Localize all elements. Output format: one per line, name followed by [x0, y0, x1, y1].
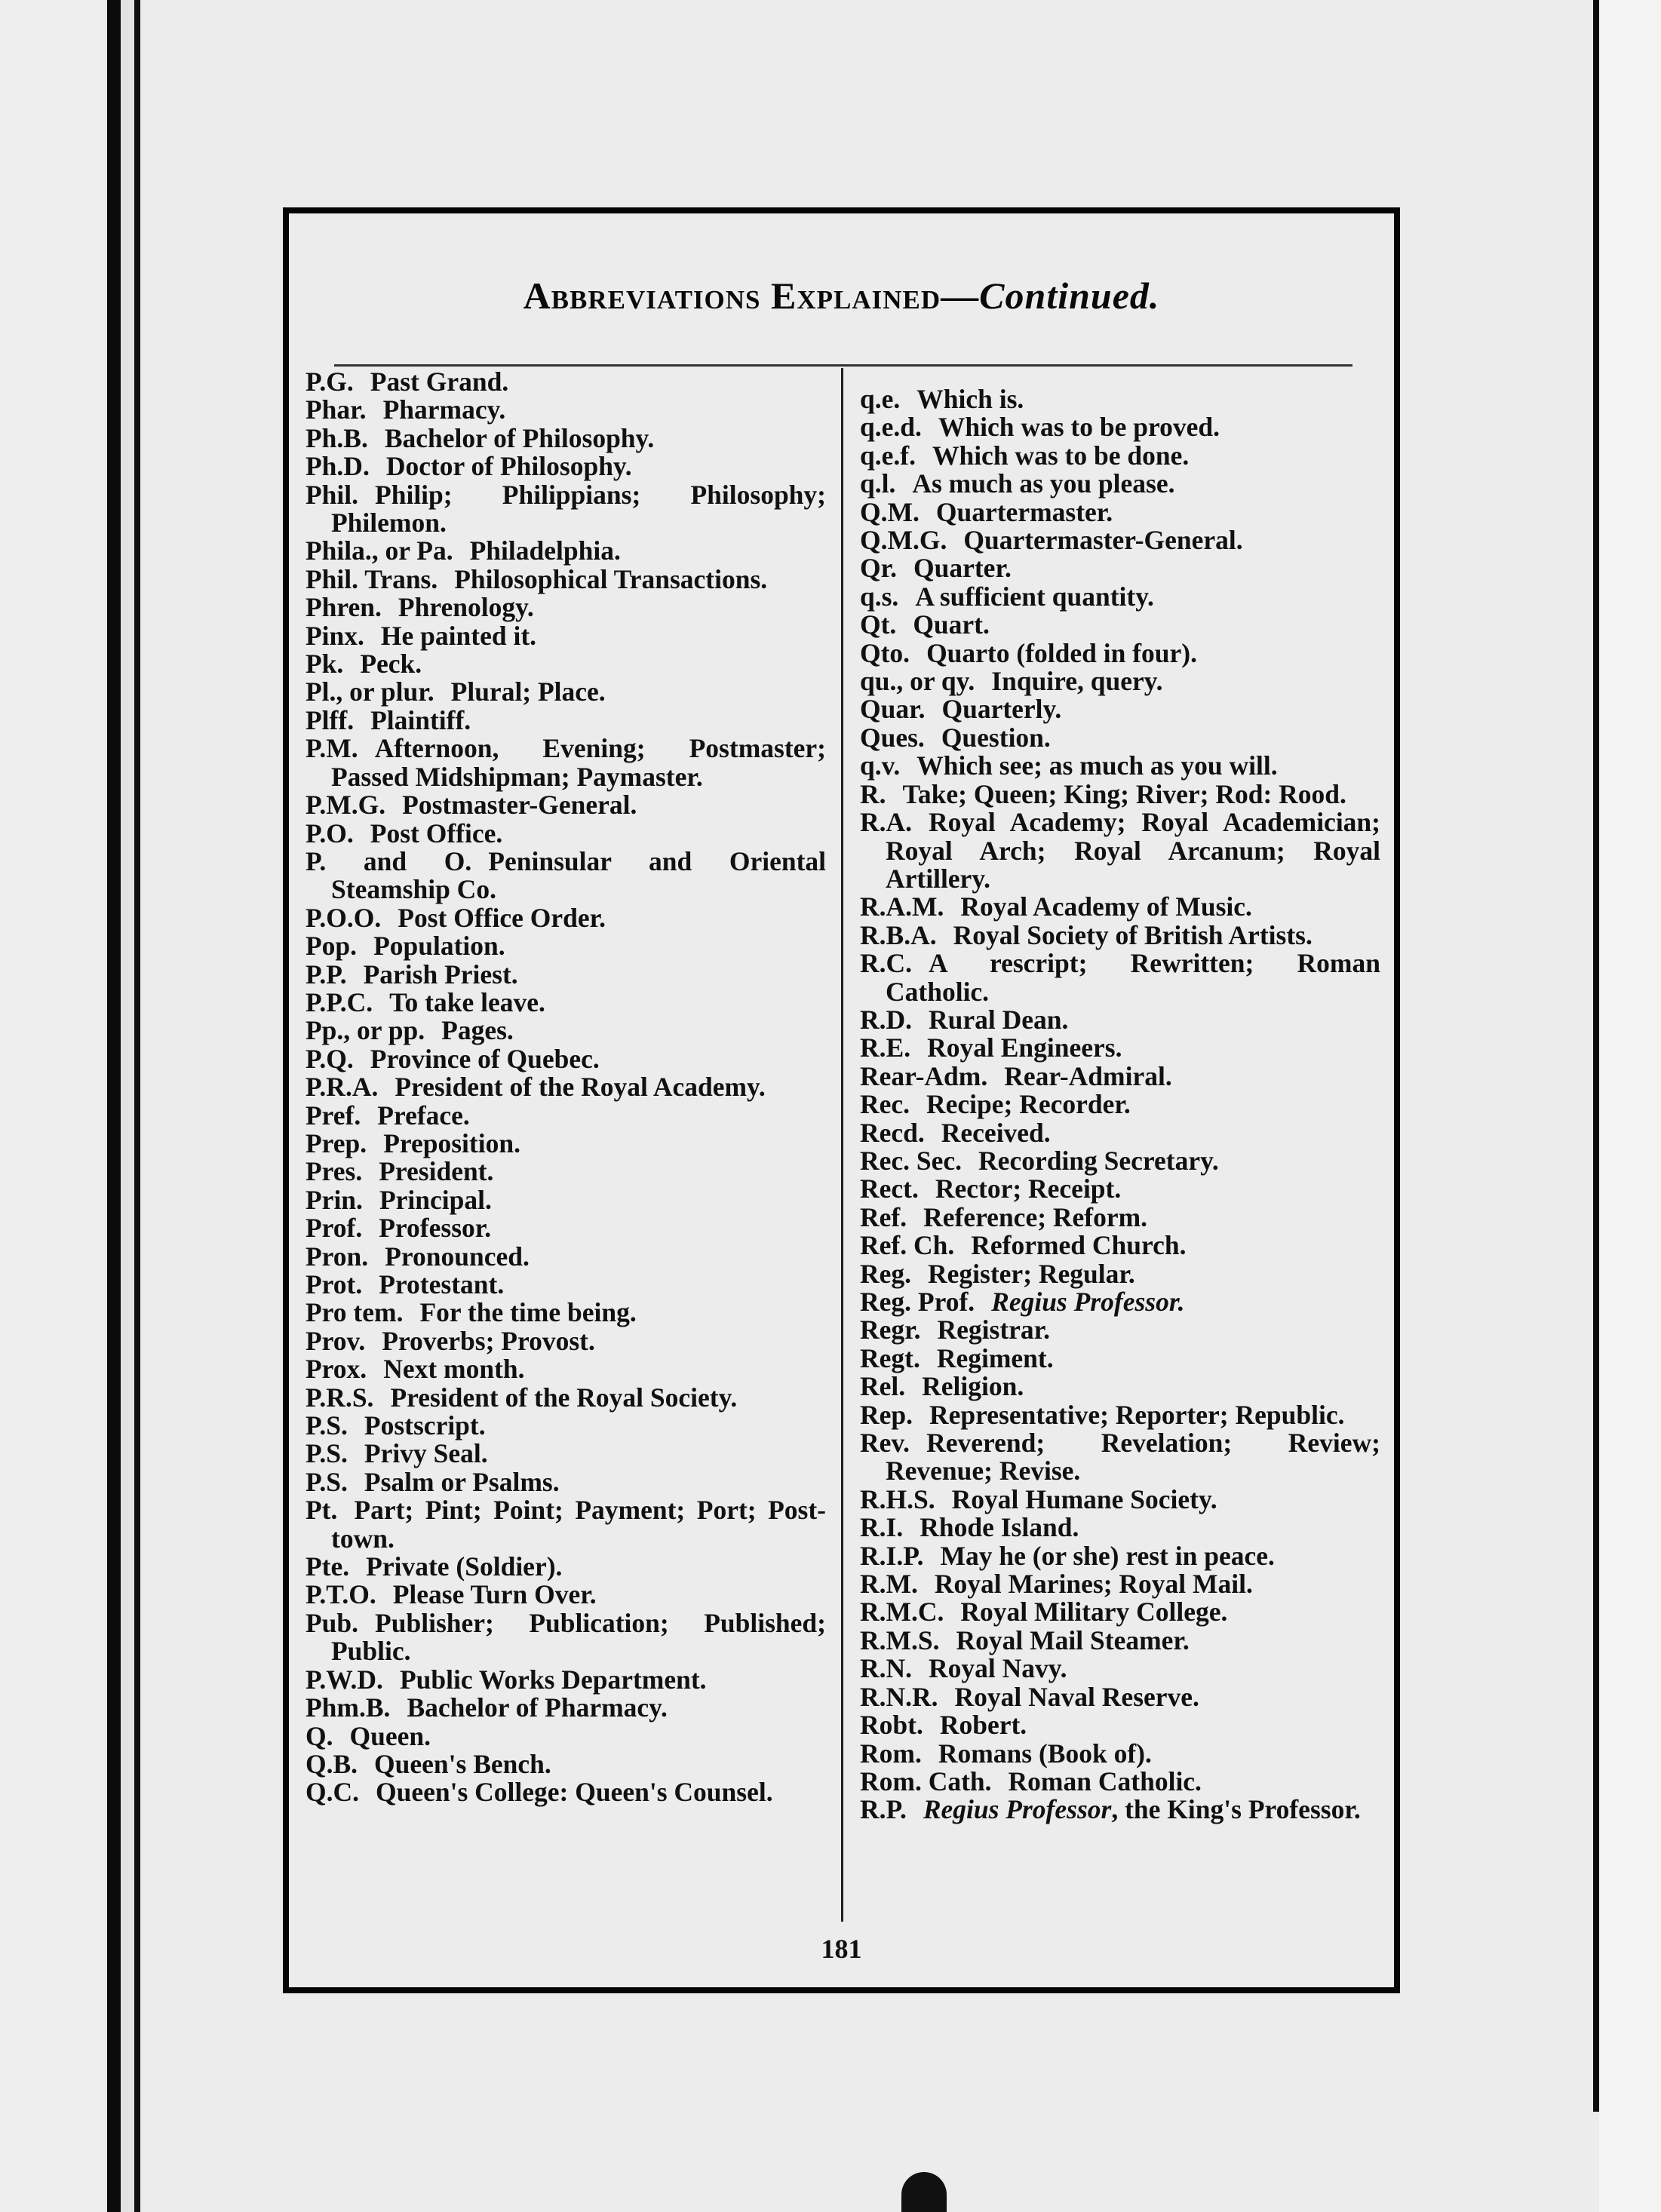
definition: Representative; Reporter; Republic. [929, 1399, 1345, 1430]
abbreviation: Pron. [305, 1241, 369, 1272]
abbreviation-entry [860, 554, 1380, 582]
abbreviation: Ph.B. [305, 422, 368, 453]
definition: Rhode Island. [920, 1512, 1079, 1543]
abbreviation-entry [305, 932, 826, 960]
definition: Which see; as much as you will. [916, 750, 1278, 781]
definition: Quarter. [913, 553, 1012, 584]
definition: Register; Regular. [928, 1258, 1135, 1289]
definition: Bachelor of Philosophy. [384, 422, 655, 453]
abbreviation-entry [860, 1060, 1380, 1091]
definition: Recording Secretary. [978, 1145, 1219, 1176]
abbreviation-entry [860, 1796, 1380, 1824]
definition: Rector; Receipt. [935, 1173, 1122, 1204]
definition: Quartermaster-General. [963, 525, 1243, 556]
abbreviation: Phil. [305, 479, 359, 510]
abbreviation-entry [305, 1017, 826, 1045]
right-column [860, 385, 1380, 1824]
abbreviation: P.S. [305, 1438, 348, 1469]
abbreviation-entry [305, 1299, 826, 1327]
abbreviation: R.N. [860, 1653, 913, 1684]
definition: Pronounced. [385, 1241, 530, 1272]
abbreviation-entry [860, 1711, 1380, 1739]
abbreviation: R.E. [860, 1032, 911, 1063]
definition: Take; Queen; King; River; Rod: Rood. [902, 778, 1346, 809]
definition: Post Office Order. [398, 902, 606, 933]
abbreviation: Plff. [305, 704, 355, 735]
abbreviation-entry [305, 1496, 826, 1553]
definition: Preposition. [383, 1127, 520, 1158]
abbreviation: Prox. [305, 1354, 367, 1385]
definition: A rescript; Rewritten; Roman Catholic. [886, 948, 1380, 1007]
abbreviation: P.O.O. [305, 902, 382, 933]
abbreviation-entry [860, 1232, 1380, 1259]
definition: Royal Naval Reserve. [954, 1681, 1199, 1712]
abbreviation: P.Q. [305, 1043, 354, 1074]
abbreviation: Pl., or plur. [305, 676, 434, 707]
definition: Past Grand. [370, 367, 509, 397]
abbreviation-entry [860, 752, 1380, 780]
abbreviation: Pt. [305, 1495, 338, 1526]
abbreviation-entry [860, 442, 1380, 470]
definition: Royal Academy; Royal Academician; Royal Arch; Royal Arcanum; Royal Artillery. [886, 807, 1380, 894]
definition: Professor. [379, 1213, 492, 1244]
abbreviation: Prov. [305, 1325, 366, 1356]
abbreviation: Rom. [860, 1738, 922, 1769]
abbreviation: P.W.D. [305, 1664, 383, 1695]
abbreviation: Robt. [860, 1710, 923, 1741]
definition: Royal Navy. [929, 1653, 1067, 1684]
abbreviation-entry [860, 778, 1380, 809]
abbreviation-entry [305, 396, 826, 424]
abbreviation-entry [305, 481, 826, 538]
definition: Royal Society of British Artists. [953, 919, 1313, 950]
abbreviation-entry [305, 1355, 826, 1383]
abbreviation-entry [860, 1598, 1380, 1626]
definition: Philadelphia. [469, 535, 621, 566]
definition: Royal Academy of Music. [960, 891, 1252, 922]
definition: A sufficient quantity. [915, 581, 1154, 612]
abbreviation-entry [305, 1384, 826, 1412]
definition: Rear-Admiral. [1004, 1060, 1172, 1091]
abbreviation-entry [305, 986, 826, 1017]
abbreviation-entry [860, 1740, 1380, 1768]
abbreviation: Pp., or pp. [305, 1015, 425, 1046]
abbreviation-entry [860, 893, 1380, 921]
abbreviation: Pop. [305, 931, 358, 962]
left-column [305, 368, 826, 1807]
abbreviation: Ques. [860, 722, 925, 753]
abbreviation-entry [860, 1147, 1380, 1175]
abbreviation-entry [860, 1091, 1380, 1118]
abbreviation: Phren. [305, 592, 382, 623]
abbreviation: R.C. [860, 948, 913, 979]
definition: Pharmacy. [382, 394, 506, 425]
abbreviation: Q. [305, 1720, 333, 1751]
abbreviation-entry [305, 1186, 826, 1214]
definition: Reformed Church. [971, 1230, 1187, 1261]
definition: Reference; Reform. [923, 1201, 1148, 1232]
ink-blot [901, 2172, 947, 2212]
definition: Postscript. [364, 1410, 486, 1441]
binding-inner-bar [134, 0, 140, 2212]
abbreviation: R.H.S. [860, 1483, 935, 1514]
abbreviation-entry [860, 1514, 1380, 1542]
abbreviation-entry [305, 845, 827, 905]
abbreviation-entry [305, 678, 826, 706]
abbreviation-entry [860, 1655, 1380, 1683]
definition: Royal Humane Society. [951, 1483, 1217, 1514]
definition: Peninsular and Oriental Steamship Co. [331, 845, 827, 905]
abbreviation-entry [860, 1342, 1380, 1373]
abbreviation-entry [305, 1468, 826, 1496]
abbreviation: Recd. [860, 1117, 925, 1148]
abbreviation: R.I.P. [860, 1540, 924, 1571]
definition: Quarterly. [941, 694, 1062, 725]
abbreviation: Qto. [860, 637, 910, 668]
definition: Rural Dean. [929, 1004, 1069, 1035]
definition: Phrenology. [398, 592, 534, 623]
abbreviation-entry [860, 413, 1380, 441]
definition: Parish Priest. [363, 959, 518, 989]
definition: Psalm or Psalms. [364, 1466, 560, 1497]
definition: Recipe; Recorder. [926, 1089, 1131, 1120]
abbreviation-entry [860, 695, 1380, 723]
abbreviation: R.M.C. [860, 1597, 944, 1628]
definition: Peck. [360, 649, 422, 680]
abbreviation: R.D. [860, 1004, 913, 1035]
abbreviation-entry [860, 526, 1380, 554]
definition: Royal Mail Steamer. [956, 1624, 1190, 1655]
abbreviation-entry [305, 704, 826, 735]
abbreviation: P.P. [305, 959, 347, 989]
binding-left-margin [0, 0, 106, 2212]
abbreviation-entry [860, 637, 1380, 668]
abbreviation: Reg. [860, 1258, 912, 1289]
abbreviation: Prot. [305, 1269, 363, 1299]
abbreviation: Prep. [305, 1127, 367, 1158]
abbreviation-entry [860, 1316, 1380, 1344]
definition: Which is. [916, 384, 1024, 414]
abbreviation: Q.B. [305, 1748, 358, 1779]
abbreviation-entry [305, 368, 826, 396]
abbreviation-entry [860, 1624, 1380, 1655]
abbreviation-entry [305, 622, 826, 650]
abbreviation: q.v. [860, 750, 901, 781]
definition: Quartermaster. [935, 496, 1113, 527]
abbreviation: Rec. Sec. [860, 1145, 963, 1176]
abbreviation: Qr. [860, 553, 897, 584]
abbreviation: P.R.S. [305, 1382, 374, 1413]
abbreviation-entry [305, 1127, 826, 1158]
definition: Part; Pint; Point; Payment; Port; Post-town. [331, 1495, 826, 1554]
abbreviation-entry [305, 1666, 826, 1694]
abbreviation-entry [305, 422, 826, 453]
abbreviation-entry [305, 904, 826, 932]
abbreviation: q.e.d. [860, 412, 922, 443]
abbreviation: Pref. [305, 1100, 361, 1131]
abbreviation-entry [860, 808, 1380, 893]
definition: Privy Seal. [364, 1438, 488, 1469]
column-divider [841, 368, 843, 1922]
definition: Province of Quebec. [370, 1043, 600, 1074]
abbreviation-entry [860, 1175, 1380, 1203]
definition: Private (Soldier). [366, 1551, 563, 1582]
definition: Roman Catholic. [1008, 1766, 1202, 1796]
abbreviation-entry [860, 1542, 1380, 1570]
definition: Next month. [383, 1354, 525, 1385]
abbreviation: Pub. [305, 1607, 359, 1638]
definition: Robert. [939, 1710, 1027, 1741]
definition: Plural; Place. [450, 676, 606, 707]
abbreviation: Prin. [305, 1184, 363, 1215]
abbreviation: R.P. [860, 1794, 907, 1825]
abbreviation: Phm.B. [305, 1692, 391, 1723]
abbreviation: Rear-Adm. [860, 1060, 988, 1091]
abbreviation: Rel. [860, 1371, 906, 1402]
definition: President of the Royal Society. [390, 1382, 738, 1413]
definition: Religion. [922, 1371, 1024, 1402]
abbreviation-entry [860, 1260, 1380, 1288]
definition: Philip; Philippians; Philosophy; Philemon. [331, 479, 826, 538]
title-main: Abbreviations Explained— [523, 275, 980, 317]
definition: Queen's College: Queen's Counsel. [376, 1777, 773, 1808]
abbreviation: Regt. [860, 1342, 920, 1373]
abbreviation: qu., or qy. [860, 666, 975, 697]
abbreviation-entry [305, 1750, 826, 1778]
abbreviation-entry [305, 1694, 826, 1722]
abbreviation: Qt. [860, 609, 897, 640]
definition: President of the Royal Academy. [395, 1072, 766, 1103]
abbreviation: Ref. [860, 1201, 907, 1232]
definition: Bachelor of Pharmacy. [407, 1692, 668, 1723]
abbreviation: Phil. Trans. [305, 563, 438, 594]
abbreviation: Quar. [860, 694, 926, 725]
abbreviation: Rom. Cath. [860, 1766, 992, 1796]
definition-italic: Regius Professor [923, 1794, 1112, 1825]
abbreviation: Phar. [305, 394, 367, 425]
abbreviation: q.e. [860, 384, 901, 414]
definition: Proverbs; Provost. [382, 1325, 595, 1356]
definition: Afternoon, Evening; Postmaster; Passed Midshipman; Paymaster. [331, 733, 826, 792]
abbreviation: Regr. [860, 1315, 921, 1345]
abbreviation-entry [860, 470, 1380, 498]
abbreviation: P.M.G. [305, 790, 386, 821]
abbreviation: P. and O. [305, 845, 472, 876]
abbreviation: P.G. [305, 367, 354, 397]
page-right-margin [1599, 0, 1661, 2212]
definition: Principal. [379, 1184, 492, 1215]
abbreviation-entry [860, 1201, 1380, 1232]
title-continued: Continued. [979, 275, 1160, 317]
abbreviation: Ph.D. [305, 451, 370, 482]
abbreviation: Pinx. [305, 620, 364, 651]
definition: Registrar. [937, 1315, 1051, 1345]
abbreviation: Reg. Prof. [860, 1287, 975, 1317]
abbreviation-entry [305, 1243, 826, 1271]
abbreviation-entry [860, 1683, 1380, 1711]
abbreviation-entry [860, 385, 1380, 413]
abbreviation-entry [305, 735, 826, 791]
abbreviation-entry [305, 1412, 826, 1440]
abbreviation: Rect. [860, 1173, 919, 1204]
definition-rest: , the King's Professor. [1111, 1794, 1361, 1825]
definition: For the time being. [419, 1297, 637, 1328]
definition: Question. [941, 722, 1051, 753]
abbreviation: Pro tem. [305, 1297, 404, 1328]
abbreviation-entry [305, 1720, 826, 1751]
definition: Received. [941, 1117, 1051, 1148]
definition: Publisher; Publication; Published; Public. [331, 1607, 826, 1667]
definition: Preface. [377, 1100, 470, 1131]
definition: Which was to be proved. [938, 412, 1220, 443]
abbreviation-entry [305, 1327, 826, 1355]
abbreviation-entry [305, 1581, 826, 1609]
abbreviation-entry [860, 1429, 1380, 1486]
abbreviation: P.M. [305, 733, 358, 764]
abbreviation-entry [305, 820, 826, 848]
definition: Plaintiff. [370, 704, 471, 735]
abbreviation-entry [860, 1288, 1380, 1316]
abbreviation: R.I. [860, 1512, 904, 1543]
abbreviation: Phila., or Pa. [305, 535, 453, 566]
definition: Postmaster-General. [402, 790, 637, 821]
abbreviation: P.O. [305, 818, 354, 848]
abbreviation-entry [860, 950, 1380, 1006]
abbreviation: P.P.C. [305, 986, 373, 1017]
definition: Philosophical Transactions. [454, 563, 768, 594]
abbreviation: R.M. [860, 1569, 918, 1600]
abbreviation: Pk. [305, 649, 344, 680]
abbreviation: R. [860, 778, 886, 809]
abbreviation: Rev. [860, 1428, 910, 1459]
page-frame [283, 207, 1400, 1993]
definition: Inquire, query. [991, 666, 1163, 697]
abbreviation-entry [305, 1440, 826, 1468]
definition: Royal Marines; Royal Mail. [934, 1569, 1253, 1600]
abbreviation-entry [860, 496, 1380, 527]
abbreviation-entry [305, 1271, 826, 1299]
abbreviation-entry [305, 650, 826, 678]
definition: Regiment. [936, 1342, 1054, 1373]
definition: Queen's Bench. [374, 1748, 551, 1779]
definition: Which was to be done. [932, 440, 1190, 471]
abbreviation-entry [860, 1768, 1380, 1796]
definition: Public Works Department. [399, 1664, 707, 1695]
abbreviation-entry [860, 583, 1380, 611]
abbreviation-entry [860, 919, 1380, 950]
definition: He painted it. [380, 620, 537, 651]
definition: To take leave. [389, 986, 545, 1017]
definition: Queen. [349, 1720, 431, 1751]
definition: Royal Military College. [960, 1597, 1228, 1628]
definition: Quarto (folded in four). [926, 637, 1197, 668]
abbreviation: R.A. [860, 807, 913, 838]
abbreviation-entry [860, 611, 1380, 639]
abbreviation: R.A.M. [860, 891, 944, 922]
definition: Post Office. [370, 818, 503, 848]
abbreviation-entry [860, 1401, 1380, 1429]
abbreviation: R.B.A. [860, 919, 937, 950]
abbreviation-entry [305, 1158, 826, 1186]
page-title [289, 274, 1394, 318]
binding-shadow-bar [107, 0, 121, 2212]
abbreviation-entry [305, 1553, 826, 1581]
abbreviation-entry [860, 1119, 1380, 1147]
definition: President. [379, 1156, 494, 1187]
definition: Reverend; Revelation; Review; Revenue; Revise. [886, 1428, 1380, 1486]
definition: As much as you please. [912, 468, 1175, 499]
definition: Quart. [913, 609, 990, 640]
abbreviation: Q.C. [305, 1777, 359, 1808]
abbreviation: R.N.R. [860, 1681, 938, 1712]
abbreviation-entry [305, 1214, 826, 1242]
abbreviation: Q.M. [860, 496, 920, 527]
definition: Romans (Book of). [938, 1738, 1152, 1769]
abbreviation: Rep. [860, 1399, 913, 1430]
abbreviation-entry [860, 667, 1380, 695]
abbreviation-entry [860, 1373, 1380, 1401]
abbreviation: q.s. [860, 581, 899, 612]
definition: Doctor of Philosophy. [385, 451, 632, 482]
page-number: 181 [821, 1934, 862, 1964]
abbreviation: P.S. [305, 1410, 348, 1441]
abbreviation: Prof. [305, 1213, 363, 1244]
abbreviation-entry [860, 1006, 1380, 1034]
abbreviation: Rec. [860, 1089, 910, 1120]
definition: Population. [373, 931, 505, 962]
abbreviation-entry [305, 563, 826, 594]
abbreviation-entry [305, 594, 826, 621]
definition: Please Turn Over. [392, 1579, 597, 1610]
abbreviation-entry [305, 1102, 826, 1130]
abbreviation-entry [305, 1073, 826, 1101]
abbreviation-entry [305, 453, 826, 480]
abbreviation: P.R.A. [305, 1072, 379, 1103]
abbreviation-entry [305, 791, 826, 819]
definition: Regius Professor. [991, 1287, 1185, 1317]
abbreviation-entry [305, 1609, 826, 1666]
abbreviation: R.M.S. [860, 1624, 940, 1655]
abbreviation: P.T.O. [305, 1579, 376, 1610]
abbreviation: Pte. [305, 1551, 350, 1582]
abbreviation: P.S. [305, 1466, 348, 1497]
abbreviation-entry [305, 1045, 826, 1073]
definition: Pages. [441, 1015, 514, 1046]
abbreviation-entry [305, 1778, 826, 1806]
abbreviation: Pres. [305, 1156, 363, 1187]
abbreviation-entry [305, 961, 826, 989]
abbreviation-entry [860, 1034, 1380, 1062]
abbreviation: q.l. [860, 468, 896, 499]
definition: May he (or she) rest in peace. [940, 1540, 1275, 1571]
definition: Protestant. [379, 1269, 505, 1299]
abbreviation-entry [860, 1570, 1380, 1598]
definition: Royal Engineers. [927, 1032, 1122, 1063]
abbreviation: Q.M.G. [860, 525, 947, 556]
abbreviation: q.e.f. [860, 440, 916, 471]
abbreviation: Ref. Ch. [860, 1230, 955, 1261]
abbreviation-entry [860, 724, 1380, 752]
abbreviation-entry [305, 537, 826, 565]
abbreviation-entry [860, 1483, 1380, 1514]
